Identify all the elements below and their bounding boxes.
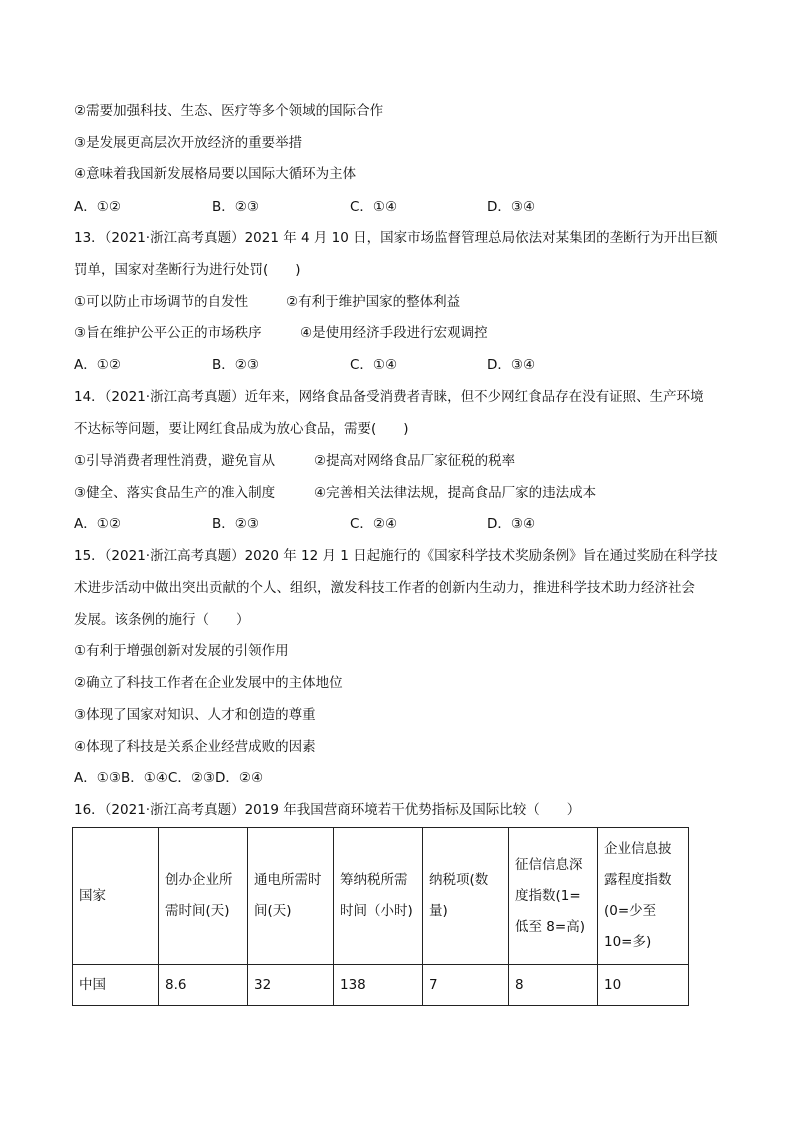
table-cell: 7 bbox=[423, 965, 509, 1006]
table-header-cell: 创办企业所需时间(天) bbox=[159, 828, 248, 965]
q13-items-row1 bbox=[74, 292, 554, 312]
q15-stem-line1: 15．（2021·浙江高考真题）2020 年 12 月 1 日起施行的《国家科学技术奖励条例》旨在通过奖励在科学技 bbox=[74, 548, 718, 564]
indicator-table bbox=[72, 827, 689, 1006]
q13-stem-line2: 罚单，国家对垄断行为进行处罚( ) bbox=[74, 262, 301, 278]
q14-item-3: ③健全、落实食品生产的准入制度 bbox=[74, 485, 276, 501]
table-cell: 10 bbox=[598, 965, 689, 1006]
q14-items-row1 bbox=[74, 451, 554, 471]
table-cell: 中国 bbox=[73, 965, 159, 1006]
q13-option-b: B．②③ bbox=[212, 357, 259, 373]
q13-item-3: ③旨在维护公平公正的市场秩序 bbox=[74, 325, 262, 341]
q13-stem-line1: 13．（2021·浙江高考真题）2021 年 4 月 10 日，国家市场监督管理总局依法对某集团的垄断行为开出巨额 bbox=[74, 230, 718, 246]
q13-item-1: ①可以防止市场调节的自发性 bbox=[74, 294, 249, 310]
table-row bbox=[73, 965, 689, 1006]
q13-option-d: D．③④ bbox=[487, 357, 536, 373]
q12-option-a: A．①② bbox=[74, 199, 121, 215]
q15-stem-line2: 术进步活动中做出突出贡献的个人、组织，激发科技工作者的创新内生动力，推进科学技术助力经济社会 bbox=[74, 580, 695, 596]
q12-option-d: D．③④ bbox=[487, 199, 536, 215]
table-cell: 8 bbox=[509, 965, 598, 1006]
q14-options bbox=[74, 514, 554, 534]
table-header-cell: 筹纳税所需时间（小时) bbox=[334, 828, 423, 965]
table-header-cell: 国家 bbox=[73, 828, 159, 965]
q12-item-2: ②需要加强科技、生态、医疗等多个领域的国际合作 bbox=[74, 103, 384, 119]
q12-item-3: ③是发展更高层次开放经济的重要举措 bbox=[74, 135, 303, 151]
q13-option-a: A．①② bbox=[74, 357, 121, 373]
q14-option-d: D．③④ bbox=[487, 516, 536, 532]
q14-items-row2 bbox=[74, 483, 597, 503]
q14-item-1: ①引导消费者理性消费，避免盲从 bbox=[74, 453, 276, 469]
table-header-cell: 企业信息披露程度指数(0=少至10=多) bbox=[598, 828, 689, 965]
q12-option-b: B．②③ bbox=[212, 199, 259, 215]
q13-item-2: ②有利于维护国家的整体利益 bbox=[286, 294, 461, 310]
q15-item-2: ②确立了科技工作者在企业发展中的主体地位 bbox=[74, 675, 343, 691]
q12-option-c: C．①④ bbox=[350, 199, 398, 215]
table-cell: 8.6 bbox=[159, 965, 248, 1006]
q14-stem-line1: 14．（2021·浙江高考真题）近年来，网络食品备受消费者青睐，但不少网红食品存在没有证照、生产环境 bbox=[74, 389, 704, 405]
q14-stem-line2: 不达标等问题，要让网红食品成为放心食品，需要( ) bbox=[74, 421, 409, 437]
q12-options bbox=[74, 197, 554, 217]
q15-options: A．①③B．①④C．②③D．②④ bbox=[74, 770, 264, 786]
table-cell: 138 bbox=[334, 965, 423, 1006]
table-cell: 32 bbox=[248, 965, 334, 1006]
table-header-cell: 征信信息深度指数(1=低至 8=高) bbox=[509, 828, 598, 965]
q14-option-a: A．①② bbox=[74, 516, 121, 532]
q13-item-4: ④是使用经济手段进行宏观调控 bbox=[300, 325, 488, 341]
q16-stem: 16．（2021·浙江高考真题）2019 年我国营商环境若干优势指标及国际比较（ ） bbox=[74, 802, 581, 818]
q15-stem-line3: 发展。该条例的施行（ ） bbox=[74, 612, 250, 628]
q15-item-3: ③体现了国家对知识、人才和创造的尊重 bbox=[74, 707, 316, 723]
table-header-cell: 通电所需时间(天) bbox=[248, 828, 334, 965]
q13-option-c: C．①④ bbox=[350, 357, 398, 373]
q13-items-row2 bbox=[74, 323, 554, 343]
table-header-row bbox=[73, 828, 689, 965]
q14-item-4: ④完善相关法律法规，提高食品厂家的违法成本 bbox=[314, 485, 597, 501]
q14-item-2: ②提高对网络食品厂家征税的税率 bbox=[314, 453, 516, 469]
q12-item-4: ④意味着我国新发展格局要以国际大循环为主体 bbox=[74, 166, 357, 182]
q14-option-b: B．②③ bbox=[212, 516, 259, 532]
table-header-cell: 纳税项(数量) bbox=[423, 828, 509, 965]
q15-item-1: ①有利于增强创新对发展的引领作用 bbox=[74, 643, 289, 659]
q13-options bbox=[74, 355, 554, 375]
q15-item-4: ④体现了科技是关系企业经营成败的因素 bbox=[74, 739, 316, 755]
q14-option-c: C．②④ bbox=[350, 516, 398, 532]
